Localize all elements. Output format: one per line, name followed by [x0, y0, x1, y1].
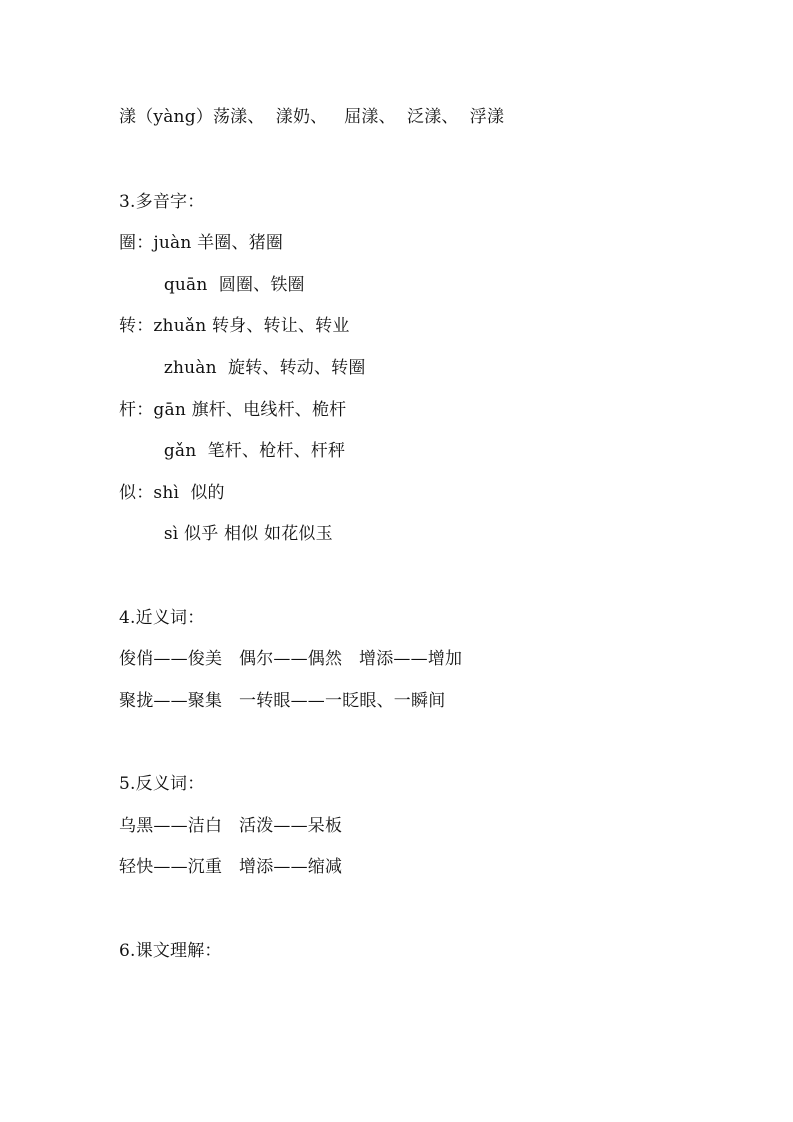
antonyms-line-2: 轻快——沉重 增添——缩减 [119, 857, 343, 877]
synonyms-line-1: 俊俏——俊美 偶尔——偶然 增添——增加 [119, 649, 463, 669]
antonyms-line-1: 乌黑——洁白 活泼——呆板 [119, 816, 343, 836]
zhuan-line-1: 转：zhuǎn 转身、转让、转业 [119, 316, 350, 336]
polyphonic-heading: 3.多音字： [119, 192, 205, 212]
gan-line-2: gǎn 笔杆、枪杆、杆秤 [119, 441, 346, 461]
synonyms-line-2: 聚拢——聚集 一转眼——一眨眼、一瞬间 [119, 691, 446, 711]
yang-word-line: 漾（yàng）荡漾、 漾奶、 屈漾、 泛漾、 浮漾 [119, 107, 505, 127]
antonyms-heading: 5.反义词： [119, 774, 205, 794]
quan-line-1: 圈：juàn 羊圈、猪圈 [119, 233, 284, 253]
quan-line-2: quān 圆圈、铁圈 [119, 275, 305, 295]
comprehension-heading: 6.课文理解： [119, 941, 222, 961]
gan-line-1: 杆：gān 旗杆、电线杆、桅杆 [119, 400, 347, 420]
synonyms-heading: 4.近义词： [119, 608, 205, 628]
shi-line-2: sì 似乎 相似 如花似玉 [119, 524, 333, 544]
shi-line-1: 似：shì 似的 [119, 483, 225, 503]
zhuan-line-2: zhuàn 旋转、转动、转圈 [119, 358, 366, 378]
